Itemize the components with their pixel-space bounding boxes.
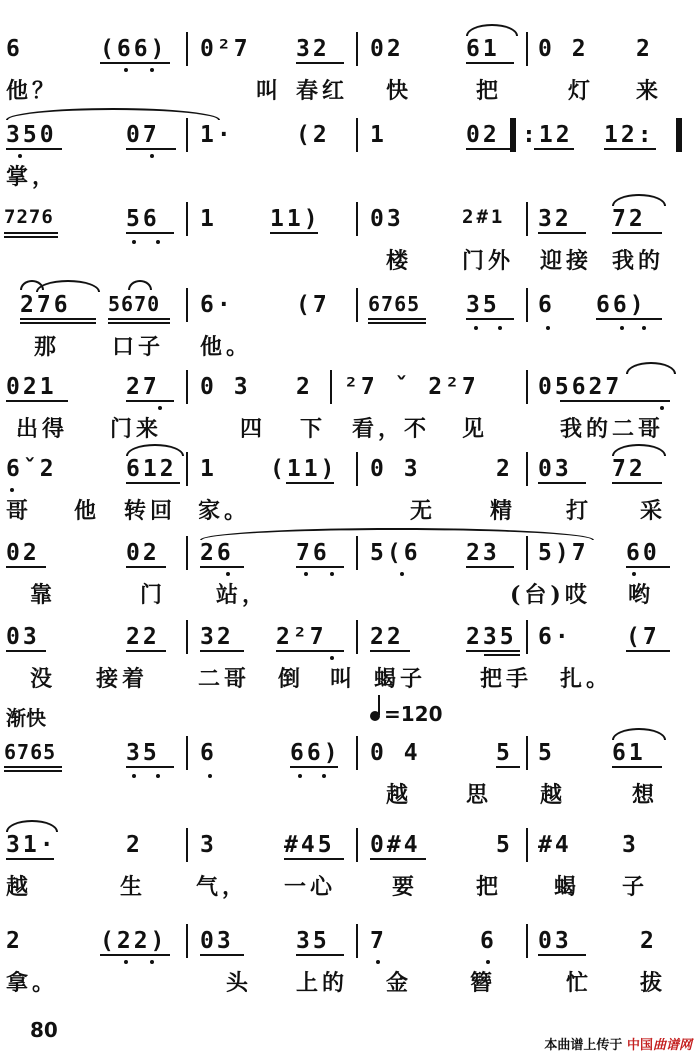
note-group: (22) <box>100 928 168 954</box>
note-group: 12: <box>604 122 655 148</box>
lyrics-line <box>0 412 700 440</box>
lyric: 口子 <box>112 334 165 360</box>
octave-dot <box>304 572 308 576</box>
octave-dot <box>632 572 636 576</box>
barline <box>186 288 188 322</box>
slur <box>6 820 58 832</box>
lyric: 蝎子 <box>374 666 427 692</box>
underline <box>626 566 670 568</box>
note-group: (11) <box>270 456 338 482</box>
note-group: 31· <box>6 832 57 858</box>
slur <box>200 528 594 540</box>
lyric: 春红 <box>296 78 349 104</box>
note-group: #45 <box>284 832 335 858</box>
note-group: 2 <box>636 36 653 62</box>
barline <box>526 202 528 236</box>
lyric: 精 <box>490 498 517 524</box>
underline <box>368 322 426 324</box>
note-group: 0²7 <box>200 36 251 62</box>
underline <box>484 654 520 656</box>
note-group: 3 <box>200 832 217 858</box>
note-group: 1 <box>370 122 387 148</box>
note-group: 1 <box>200 456 217 482</box>
underline <box>596 318 662 320</box>
barline <box>356 924 358 958</box>
lyric: 来 <box>636 78 663 104</box>
note-group: 5 <box>496 832 513 858</box>
lyric: 越 <box>6 874 33 900</box>
lyric: 无 <box>410 498 437 524</box>
notes-line <box>0 740 700 770</box>
note-group: 76 <box>296 540 330 566</box>
lyric: 蝎 <box>554 874 581 900</box>
lyric: 二哥 <box>198 666 251 692</box>
underline <box>290 766 338 768</box>
barline <box>356 536 358 570</box>
underline <box>126 650 166 652</box>
barline <box>330 370 332 404</box>
note-group: 1 <box>200 206 217 232</box>
underline <box>612 482 662 484</box>
barline <box>526 828 528 862</box>
page-number: 80 <box>30 1018 58 1042</box>
barline <box>526 370 528 404</box>
note-group: 7 <box>370 928 387 954</box>
underline <box>612 766 662 768</box>
underline <box>270 232 318 234</box>
lyric: 门 <box>140 582 167 608</box>
underline <box>6 148 62 150</box>
octave-dot <box>124 960 128 964</box>
underline <box>538 482 586 484</box>
underline <box>466 650 520 652</box>
note-group: 66) <box>290 740 341 766</box>
underline <box>284 858 344 860</box>
note-group: #4 <box>538 832 572 858</box>
underline <box>126 482 180 484</box>
lyric: 越 <box>386 782 413 808</box>
note-group: 03 <box>538 928 572 954</box>
underline <box>100 954 170 956</box>
lyrics-line <box>0 330 700 358</box>
note-group: 22 <box>370 624 404 650</box>
note-group: 5670 <box>108 292 161 316</box>
underline <box>370 650 410 652</box>
note-group: 6 <box>480 928 497 954</box>
notes-line <box>0 832 700 862</box>
note-group: (7 <box>296 292 330 318</box>
note-group: 6· <box>538 624 572 650</box>
underline <box>370 858 426 860</box>
lyric: 越 <box>540 782 567 808</box>
barline <box>186 32 188 66</box>
note-group: 2 <box>126 832 143 858</box>
barline <box>186 536 188 570</box>
notes-line <box>0 928 700 958</box>
lyric: 我的 <box>612 248 665 274</box>
notes-line <box>0 36 700 66</box>
note-group: 02 <box>6 540 40 566</box>
octave-dot <box>330 572 334 576</box>
notes-line <box>0 456 700 486</box>
lyrics-line <box>0 662 700 690</box>
lyric: 家。 <box>198 498 251 524</box>
octave-dot <box>150 960 154 964</box>
notes-line <box>0 292 700 322</box>
lyric: 要 <box>392 874 419 900</box>
note-group: (2 <box>296 122 330 148</box>
barline <box>186 118 188 152</box>
octave-dot <box>660 406 664 410</box>
barline <box>356 452 358 486</box>
barline <box>356 620 358 654</box>
note-group: 2 <box>496 456 513 482</box>
slur <box>6 108 220 120</box>
notes-line <box>0 374 700 404</box>
octave-dot <box>226 572 230 576</box>
lyric: 下 <box>300 416 327 442</box>
lyrics-line <box>0 966 700 994</box>
lyric: 叫 <box>330 666 357 692</box>
notes-line <box>0 624 700 654</box>
barline <box>526 452 528 486</box>
slur <box>126 444 184 456</box>
note-group: 02 <box>370 36 404 62</box>
note-group: 5 <box>538 740 555 766</box>
lyric: 生 <box>120 874 147 900</box>
note-group: 61 <box>466 36 500 62</box>
lyrics-line <box>0 160 700 188</box>
barline <box>356 288 358 322</box>
underline <box>538 954 586 956</box>
notes-line <box>0 540 700 570</box>
lyric: 簪 <box>470 970 497 996</box>
underline <box>100 62 170 64</box>
underline <box>6 650 46 652</box>
note-group: 6 <box>6 36 23 62</box>
lyric: 他。 <box>200 334 253 360</box>
note-group: 35 <box>466 292 500 318</box>
lyric: 倒 <box>278 666 305 692</box>
note-group: 235 <box>466 624 517 650</box>
note-group: 2 <box>296 374 313 400</box>
octave-dot <box>330 656 334 660</box>
note-group: 0 3 <box>200 374 251 400</box>
lyric: 叫 <box>256 78 283 104</box>
underline <box>626 650 670 652</box>
note-group: 32 <box>200 624 234 650</box>
underline <box>612 232 662 234</box>
slur <box>466 24 518 36</box>
octave-dot <box>10 488 14 492</box>
lyrics-line <box>0 494 700 522</box>
note-group: 7276 <box>4 206 54 228</box>
octave-dot <box>486 960 490 964</box>
note-group: 72 <box>612 456 646 482</box>
slur <box>612 728 666 740</box>
lyric: 金 <box>386 970 413 996</box>
note-group: 5)7 <box>538 540 589 566</box>
note-group: 32 <box>538 206 572 232</box>
note-group: 35 <box>126 740 160 766</box>
underline <box>108 318 170 320</box>
note-group: 6ˇ2 <box>6 456 57 482</box>
lyric: 灯 <box>568 78 595 104</box>
note-group: 32 <box>296 36 330 62</box>
underline <box>126 232 174 234</box>
underline <box>200 650 244 652</box>
barline <box>356 32 358 66</box>
octave-dot <box>18 154 22 158</box>
note-group: 56 <box>126 206 160 232</box>
lyric: 靠 <box>30 582 57 608</box>
lyric: 上的 <box>296 970 349 996</box>
note-group: 6765 <box>4 740 57 764</box>
lyric: 哟 <box>628 582 655 608</box>
lyric: 采 <box>640 498 667 524</box>
lyric: 扎。 <box>560 666 613 692</box>
underline <box>108 322 170 324</box>
underline <box>276 650 344 652</box>
lyrics-line <box>0 244 700 272</box>
lyrics-line <box>0 74 700 102</box>
underline <box>560 400 670 402</box>
octave-dot <box>376 960 380 964</box>
lyric: 他 <box>74 498 101 524</box>
underline <box>200 566 244 568</box>
lyric: 楼 <box>386 248 413 274</box>
note-group: 2 <box>6 928 23 954</box>
note-group: 61 <box>612 740 646 766</box>
note-group: 03 <box>538 456 572 482</box>
underline <box>126 766 174 768</box>
barline <box>186 924 188 958</box>
barline <box>356 202 358 236</box>
note-group: ²7 ˇ 2²7 <box>344 374 479 400</box>
underline <box>126 148 176 150</box>
notes-line <box>0 122 700 152</box>
lyric: 他？ <box>6 78 59 104</box>
lyrics-line <box>0 870 700 898</box>
note-group: 2²7 <box>276 624 327 650</box>
underline <box>286 482 334 484</box>
lyric: 拿。 <box>6 970 59 996</box>
underline <box>466 318 514 320</box>
lyric: 迎接 <box>540 248 593 274</box>
note-group: 03 <box>370 206 404 232</box>
underline <box>466 62 514 64</box>
lyric: 把 <box>476 874 503 900</box>
lyric: 掌， <box>6 164 59 190</box>
lyric: 快 <box>386 78 413 104</box>
note-group: 26 <box>200 540 234 566</box>
underline <box>6 858 54 860</box>
underline <box>4 766 62 768</box>
note-group: 612 <box>126 456 177 482</box>
tempo-value: =120 <box>384 702 443 726</box>
note-group: 2#1 <box>462 206 506 228</box>
barline <box>186 452 188 486</box>
underline <box>604 148 656 150</box>
note-group: 0#4 <box>370 832 421 858</box>
lyrics-line <box>0 578 700 606</box>
note-group: 6765 <box>368 292 421 316</box>
lyric: 哥 <box>6 498 33 524</box>
site-name: 中国 <box>626 1038 653 1053</box>
barline <box>356 118 358 152</box>
barline <box>186 828 188 862</box>
lyric: 没 <box>30 666 57 692</box>
underline <box>200 954 244 956</box>
note-group: 6· <box>200 292 234 318</box>
note-group: (66) <box>100 36 168 62</box>
note-group: 6 <box>538 292 555 318</box>
note-group: 11) <box>270 206 321 232</box>
lyric: 拔 <box>640 970 667 996</box>
note-group: 5(6 <box>370 540 421 566</box>
tempo-marking <box>370 702 443 726</box>
slur <box>36 280 100 292</box>
note-group: 6 <box>200 740 217 766</box>
underline <box>126 400 174 402</box>
lyric: 头 <box>226 970 253 996</box>
note-group: 276 <box>20 292 71 318</box>
barline <box>356 828 358 862</box>
lyric: 思 <box>466 782 493 808</box>
barline <box>186 620 188 654</box>
source-footer <box>544 1034 692 1053</box>
note-group: 0 3 <box>370 456 421 482</box>
underline <box>466 566 514 568</box>
note-group: 35 <box>296 928 330 954</box>
barline <box>526 736 528 770</box>
underline <box>6 566 46 568</box>
note-group: :12 <box>522 122 573 148</box>
lyric: 子 <box>622 874 649 900</box>
underline <box>4 770 62 772</box>
lyrics-line <box>0 778 700 806</box>
lyric: 站， <box>216 582 269 608</box>
note-group: 02 <box>126 540 160 566</box>
lyric: 转回 <box>124 498 177 524</box>
note-group: 07 <box>126 122 160 148</box>
note-group: 02 <box>466 122 500 148</box>
lyric: 想 <box>632 782 659 808</box>
underline <box>126 566 166 568</box>
lyric: 忙 <box>566 970 593 996</box>
barline <box>356 736 358 770</box>
underline <box>496 766 520 768</box>
lyric: (台)哎 <box>510 582 591 608</box>
lyric: 打 <box>566 498 593 524</box>
lyric: 把 <box>476 78 503 104</box>
lyric: 门来 <box>110 416 163 442</box>
lyric: 四 <box>240 416 267 442</box>
note-group: 05627 <box>538 374 623 400</box>
underline <box>6 400 68 402</box>
note-group: 0 2 <box>538 36 589 62</box>
lyric: 那 <box>34 334 61 360</box>
barline <box>526 288 528 322</box>
note-group: 2 <box>640 928 657 954</box>
underline <box>368 318 426 320</box>
octave-dot <box>150 154 154 158</box>
lyric: 气， <box>196 874 249 900</box>
underline <box>296 62 344 64</box>
underline <box>4 236 58 238</box>
note-group: 22 <box>126 624 160 650</box>
notes-line <box>0 206 700 236</box>
site-name-italic: 曲谱网 <box>652 1038 692 1053</box>
barline <box>526 536 528 570</box>
octave-dot <box>150 68 154 72</box>
repeat-barline <box>676 118 682 152</box>
lyric: 一心 <box>284 874 337 900</box>
quarter-note-icon <box>370 711 380 721</box>
barline <box>186 370 188 404</box>
lyric: 接着 <box>96 666 149 692</box>
note-group: (7 <box>626 624 660 650</box>
octave-dot <box>124 68 128 72</box>
footer-text: 本曲谱上传于 <box>544 1038 623 1053</box>
lyric: 我的二哥 <box>560 416 665 442</box>
barline <box>526 32 528 66</box>
repeat-barline <box>510 118 516 152</box>
slur <box>626 362 676 374</box>
underline <box>296 566 344 568</box>
barline <box>186 202 188 236</box>
underline <box>296 954 344 956</box>
underline <box>4 232 58 234</box>
note-group: 03 <box>200 928 234 954</box>
underline <box>534 148 574 150</box>
tempo-word: 渐快 <box>6 706 46 730</box>
note-group: 66) <box>596 292 647 318</box>
note-group: 0 4 <box>370 740 421 766</box>
lyric: 看，不 <box>352 416 431 442</box>
octave-dot <box>158 406 162 410</box>
note-group: 60 <box>626 540 660 566</box>
note-group: 5 <box>496 740 513 766</box>
barline <box>526 924 528 958</box>
barline <box>526 620 528 654</box>
barline <box>186 736 188 770</box>
slur <box>612 444 666 456</box>
note-group: 72 <box>612 206 646 232</box>
underline <box>20 318 96 320</box>
note-group: 27 <box>126 374 160 400</box>
lyric: 见 <box>462 416 489 442</box>
note-group: 23 <box>466 540 500 566</box>
note-group: 1· <box>200 122 234 148</box>
lyric: 门外 <box>462 248 515 274</box>
note-group: 350 <box>6 122 57 148</box>
lyric: 出得 <box>16 416 69 442</box>
note-group: 021 <box>6 374 57 400</box>
underline <box>538 232 586 234</box>
note-group: 3 <box>622 832 639 858</box>
underline <box>466 148 510 150</box>
slur <box>128 280 152 290</box>
octave-dot <box>400 572 404 576</box>
note-group: 03 <box>6 624 40 650</box>
slur <box>612 194 666 206</box>
lyric: 把手 <box>480 666 533 692</box>
underline <box>20 322 96 324</box>
